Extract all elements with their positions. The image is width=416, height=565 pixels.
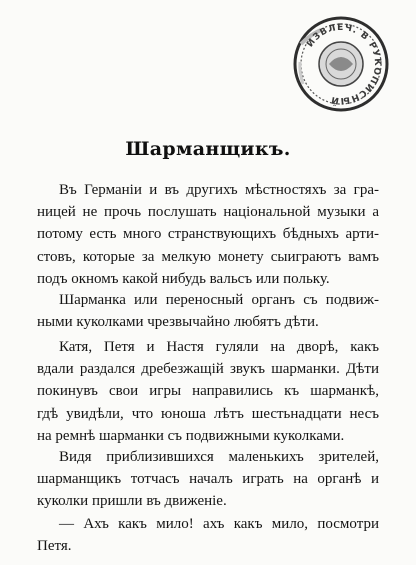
text-line: покинувъ свои игры направились къ шарманкѣ, xyxy=(37,383,379,400)
text-line: стовъ, которые за мелкую монету сыиграютъ вамъ xyxy=(37,248,379,265)
text-line: Въ Германіи и въ другихъ мѣстностяхъ за гра- xyxy=(59,182,379,198)
text-line: ными куколками чрезвычайно любятъ дѣти. xyxy=(37,314,319,331)
paragraph-2 xyxy=(37,289,379,333)
page-title: Шарманщикъ. xyxy=(125,138,291,160)
text-line: — Ахъ какъ мило! ахъ какъ мило, посмотри xyxy=(59,516,379,532)
stamp-seal-icon xyxy=(291,14,391,114)
text-line: куколки пришли въ движеніе. xyxy=(37,493,227,510)
text-line: ницей не прочь послушать національной музыки а xyxy=(37,204,379,221)
text-line: гдѣ увидѣли, что юноша лѣтъ шестьнадцати несъ xyxy=(37,405,379,422)
svg-text:ИЗВЛЕЧ. В РУКОПИСНЫЙ: ИЗВЛЕЧ. В РУКОПИСНЫЙ xyxy=(305,22,383,106)
text-line: шарманщикъ тотчасъ началъ играть на органѣ и xyxy=(37,471,379,488)
text-line: Видя приблизившихся маленькихъ зрителей, xyxy=(59,449,379,465)
paragraph-1 xyxy=(37,179,379,290)
text-line: Петя. xyxy=(37,538,72,555)
text-line: вдали раздался дребезжащій звукъ шарманки. Дѣти xyxy=(37,361,379,378)
library-stamp xyxy=(291,14,391,114)
paragraph-5 xyxy=(37,513,379,557)
text-line: потому есть много странствующихъ бѣдныхъ арти- xyxy=(37,226,379,243)
text-line: подъ окномъ какой нибудь вальсъ или польку. xyxy=(37,270,330,287)
paragraph-4 xyxy=(37,446,379,513)
text-line: Катя, Петя и Настя гуляли на дворѣ, какъ xyxy=(59,339,379,355)
paragraph-3 xyxy=(37,336,379,447)
text-line: Шарманка или переносный органъ съ подвиж- xyxy=(59,292,379,308)
text-line: на ремнѣ шарманки съ подвижными куколками. xyxy=(37,427,345,444)
